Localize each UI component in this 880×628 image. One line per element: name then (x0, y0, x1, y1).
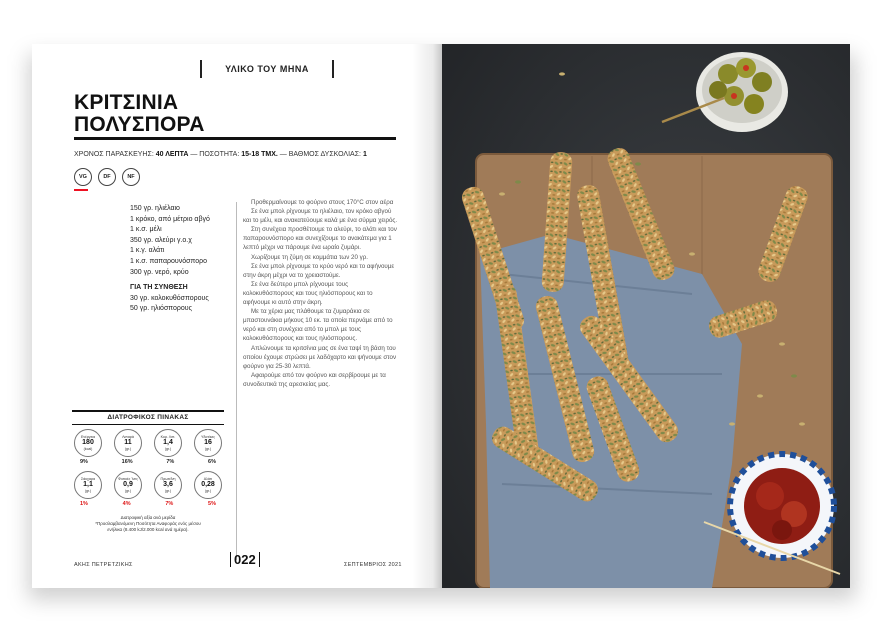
badge-df: DF (98, 168, 116, 186)
nutrient-unit: (gr.) (84, 489, 92, 493)
nutrient-circle (114, 429, 142, 457)
nutrient-pct: 4% (122, 501, 131, 507)
method-paragraph: Προθερμαίνουμε το φούρνο στους 170°C στον αέρα (251, 199, 394, 206)
nutrient-circle (194, 429, 222, 457)
nutrient-value: 1,1 (83, 481, 93, 488)
nutrient-label: Υδατ/κες (200, 435, 216, 439)
recipe-info (74, 151, 367, 158)
nutrient-circle (154, 471, 182, 499)
nutrition-row-2 (72, 471, 224, 499)
breadsticks-photo (442, 44, 850, 588)
nutrient-unit: (kcal) (83, 447, 93, 451)
footer-author: ΑΚΗΣ ΠΕΤΡΕΤΖΙΚΗΣ (74, 562, 133, 568)
nutrient-pct: 7% (165, 501, 174, 507)
nutrient-label: Ενέργεια (80, 435, 96, 439)
method-paragraph: Απλώνουμε τα κριτσίνια μας σε ένα ταψί τη βάση του οποίου έχουμε στρώσει με λαδόχαρτο και ψήνουμε στον φούρνο για 25-30 λεπτά. (243, 344, 397, 370)
nutrient-value: 1,4 (163, 439, 173, 446)
method-paragraph: Στη συνέχεια προσθέτουμε το αλεύρι, το αλάτι και τον παπαρουνόσπορο και συνεχίζουμε το ανακάτεμα για 1 λεπτό μέχρι να πάρουμε ένα ωραίο ζυμάρι. (243, 226, 397, 252)
badge-nf: NF (122, 168, 140, 186)
title-line-2: ΠΟΛΥΣΠΟΡΑ (74, 113, 205, 136)
nutrient-circle (74, 429, 102, 457)
nutrient-circle (114, 471, 142, 499)
nutrient-value: 16 (204, 439, 212, 446)
section-tag: ΥΛΙΚΟ ΤΟΥ ΜΗΝΑ (200, 60, 334, 78)
nutrient-value: 0,9 (123, 481, 133, 488)
nutrient-circle (74, 471, 102, 499)
nutrient-unit: (gr.) (164, 489, 172, 493)
nutrient-unit: (gr.) (124, 447, 132, 451)
left-page (32, 44, 442, 588)
garnish-heading: ΓΙΑ ΤΗ ΣΥΝΘΕΣΗ (130, 284, 188, 291)
method-paragraph: Σε ένα δεύτερο μπολ ρίχνουμε τους κολοκυθόσπορους και τους ηλιόσπορους και το αφήνουμε κι αυτό στην άκρη. (243, 280, 373, 307)
accent-line (74, 189, 88, 191)
nutrient-label: Αλάτι (203, 477, 213, 481)
difficulty-label: — ΒΑΘΜΟΣ ΔΥΣΚΟΛΙΑΣ: (279, 151, 361, 158)
ingredient-item: 1 κ.σ. παπαρουνόσπορο (130, 257, 207, 265)
ingredient-item: 1 κ.γ. αλάτι (130, 247, 165, 255)
method-paragraph: Σε ένα μπολ ρίχνουμε το ηλιέλαιο, τον κρόκο αβγού και το μέλι, και ανακατεύουμε καλά με ένα σύρμα χειρός. (243, 208, 398, 225)
nutrition-row-1 (72, 429, 224, 457)
nutrient-unit: (gr.) (204, 489, 212, 493)
ingredient-item: 1 κ.σ. μέλι (130, 226, 162, 234)
column-divider (236, 202, 237, 560)
nutrition-pct-row-2 (72, 499, 224, 513)
prep-value: 40 ΛΕΠΤΑ (155, 151, 189, 158)
nutrient-pct: 5% (208, 501, 216, 507)
yield-value: 15-18 ΤΜΧ. (241, 151, 278, 158)
nutrition-note (72, 515, 224, 533)
title-rule (74, 137, 396, 140)
note-line: ενήλικα (8.400 kJ/2.000 kcal ανά ημέρα). (107, 527, 189, 532)
garnish-list (130, 283, 209, 315)
page-number: 022 (230, 552, 260, 567)
ingredient-item: 300 γρ. νερό, κρύο (130, 268, 189, 276)
footer-date: ΣΕΠΤΕΜΒΡΙΟΣ 2021 (344, 562, 402, 568)
nutrient-label: Λιπαρά (122, 435, 134, 439)
nutrient-value: 11 (124, 439, 132, 446)
nutrient-pct: 1% (80, 501, 88, 507)
ingredient-item: 150 γρ. ηλιέλαιο (130, 205, 180, 212)
nutrition-table (72, 410, 224, 533)
nutrient-pct: 7% (166, 459, 175, 465)
nutrient-label: Σάκχαρα (80, 477, 96, 481)
nutrient-label: Κορ. Λιπ. (160, 435, 176, 439)
method-paragraph: Σε ένα μπολ ρίχνουμε το κρύο νερό και το αφήνουμε στην άκρη μέχρι να το χρειαστούμε. (243, 262, 395, 279)
nutrition-title: ΔΙΑΤΡΟΦΙΚΟΣ ΠΙΝΑΚΑΣ (107, 414, 189, 421)
ingredient-item: 1 κρόκο, από μέτριο αβγό (130, 215, 210, 223)
difficulty-value: 1 (362, 151, 367, 158)
badge-vg: VG (74, 168, 92, 186)
diet-badges (74, 168, 140, 186)
magazine-spread (32, 44, 850, 588)
method-paragraph: Χωρίζουμε τη ζύμη σε κομμάτια των 20 γρ. (251, 253, 368, 261)
nutrient-pct: 16% (121, 459, 133, 465)
ingredient-list (130, 204, 210, 278)
nutrient-circle (154, 429, 182, 457)
page-fold-shadow (412, 44, 442, 588)
method-text (243, 198, 399, 389)
garnish-item: 30 γρ. κολοκυθόσπορους (130, 294, 209, 302)
nutrient-label: Φυτικές Ίνες (118, 477, 138, 481)
nutrient-unit: (gr.) (164, 447, 172, 451)
note-line: Διατροφική αξία ανά μερίδα (120, 515, 176, 520)
title-line-1: ΚΡΙΤΣΙΝΙΑ (74, 91, 179, 114)
garnish-item: 50 γρ. ηλιόσπορους (130, 305, 192, 313)
nutrient-circle (194, 471, 222, 499)
nutrient-unit: (gr.) (204, 447, 212, 451)
note-line: *Προσλαμβανόμενη Ποσότητα Αναφοράς ενός μέσου (95, 521, 201, 526)
yield-label: — ΠΟΣΟΤΗΤΑ: (190, 151, 240, 158)
prep-label: ΧΡΟΝΟΣ ΠΑΡΑΣΚΕΥΗΣ: (74, 151, 154, 158)
nutrient-unit: (gr.) (124, 489, 132, 493)
photo-page (442, 44, 850, 588)
nutrient-value: 180 (82, 439, 94, 446)
method-paragraph: Με τα χέρια μας πλάθουμε τα ζυμαράκια σε μπαστουνάκια μήκους 10 εκ. τα οποία περνάμε από το νερό και στη συνέχεια από το μπολ με τους κολοκυθόσπορους και τους ηλιόσπορους. (243, 308, 393, 343)
recipe-title (74, 92, 205, 136)
ingredient-item: 350 γρ. αλεύρι γ.ο.χ (130, 236, 192, 244)
nutrient-value: 3,6 (163, 481, 173, 488)
method-paragraph: Αφαιρούμε από τον φούρνο και σερβίρουμε με τα συνοδευτικά της αρεσκείας μας. (243, 371, 386, 388)
nutrition-pct-row-1 (72, 457, 224, 471)
nutrient-pct: 6% (208, 459, 216, 465)
nutrient-pct: 9% (80, 459, 88, 465)
nutrient-label: Πρωτεΐνη (160, 477, 176, 481)
nutrient-value: 0,28 (201, 481, 215, 488)
